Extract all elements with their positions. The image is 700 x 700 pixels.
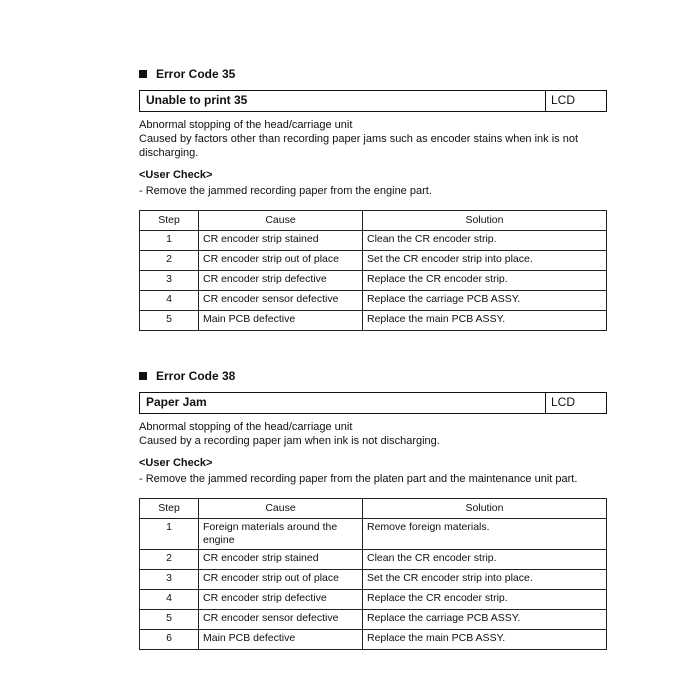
- step-cell: 4: [140, 590, 199, 610]
- table-row: [140, 630, 607, 650]
- section-heading: [139, 368, 607, 384]
- cause-cell: CR encoder sensor defective: [199, 610, 363, 630]
- user-check-text: - Remove the jammed recording paper from the platen part and the maintenance unit part.: [139, 473, 578, 485]
- cause-cell: CR encoder strip stained: [199, 231, 363, 251]
- step-cell: 2: [140, 251, 199, 271]
- solution-cell: Replace the CR encoder strip.: [363, 271, 607, 291]
- cause-cell: CR encoder strip out of place: [199, 570, 363, 590]
- table-row: [140, 231, 607, 251]
- step-cell: 4: [140, 291, 199, 311]
- header-step: Step: [140, 499, 199, 519]
- user-check-title: <User Check>: [139, 457, 213, 469]
- table-row: [140, 291, 607, 311]
- square-bullet-icon: [139, 70, 147, 78]
- header-cause: Cause: [199, 211, 363, 231]
- header-solution: Solution: [363, 211, 607, 231]
- solution-cell: Remove foreign materials.: [363, 519, 607, 550]
- square-bullet-icon: [139, 372, 147, 380]
- section-heading: [139, 66, 607, 82]
- description-line: Abnormal stopping of the head/carriage unit: [139, 119, 353, 131]
- solution-cell: Set the CR encoder strip into place.: [363, 570, 607, 590]
- lcd-label: LCD: [545, 393, 606, 413]
- step-cell: 1: [140, 231, 199, 251]
- cause-cell: CR encoder strip defective: [199, 271, 363, 291]
- header-solution: Solution: [363, 499, 607, 519]
- solution-cell: Replace the main PCB ASSY.: [363, 630, 607, 650]
- description: [139, 420, 607, 448]
- solution-cell: Replace the carriage PCB ASSY.: [363, 291, 607, 311]
- lcd-label: LCD: [545, 91, 606, 111]
- step-cell: 5: [140, 311, 199, 331]
- table-header-row: [140, 211, 607, 231]
- description-line: Caused by a recording paper jam when ink is not discharging.: [139, 435, 440, 447]
- description-line: Caused by factors other than recording paper jams such as encoder stains when ink is not: [139, 133, 579, 145]
- cause-cell: CR encoder strip stained: [199, 550, 363, 570]
- solution-cell: Clean the CR encoder strip.: [363, 231, 607, 251]
- error-title-box: [139, 90, 607, 112]
- cause-cell: Main PCB defective: [199, 311, 363, 331]
- cause-cell: Main PCB defective: [199, 630, 363, 650]
- error-title: Unable to print 35: [146, 93, 248, 107]
- table-row: [140, 570, 607, 590]
- table-header-row: [140, 499, 607, 519]
- table-row: [140, 519, 607, 550]
- step-cell: 5: [140, 610, 199, 630]
- solution-cell: Clean the CR encoder strip.: [363, 550, 607, 570]
- cause-cell: CR encoder sensor defective: [199, 291, 363, 311]
- section-heading-text: Error Code 35: [156, 67, 236, 81]
- step-cell: 3: [140, 271, 199, 291]
- cause-cell: Foreign materials around the engine: [199, 519, 363, 550]
- solution-cell: Set the CR encoder strip into place.: [363, 251, 607, 271]
- cause-cell: CR encoder strip defective: [199, 590, 363, 610]
- cause-cell: CR encoder strip out of place: [199, 251, 363, 271]
- error-section-35: [139, 66, 607, 331]
- step-cell: 3: [140, 570, 199, 590]
- table-row: [140, 311, 607, 331]
- steps-table: [139, 210, 607, 331]
- table-row: [140, 590, 607, 610]
- error-section-38: [139, 368, 607, 650]
- error-title-box: [139, 392, 607, 414]
- steps-table: [139, 498, 607, 650]
- step-cell: 2: [140, 550, 199, 570]
- solution-cell: Replace the main PCB ASSY.: [363, 311, 607, 331]
- description: [139, 118, 607, 160]
- header-cause: Cause: [199, 499, 363, 519]
- step-cell: 1: [140, 519, 199, 550]
- table-row: [140, 251, 607, 271]
- section-heading-text: Error Code 38: [156, 369, 236, 383]
- step-cell: 6: [140, 630, 199, 650]
- solution-cell: Replace the carriage PCB ASSY.: [363, 610, 607, 630]
- user-check-title: <User Check>: [139, 169, 213, 181]
- description-line: discharging.: [139, 147, 199, 159]
- error-title: Paper Jam: [146, 395, 207, 409]
- description-line: Abnormal stopping of the head/carriage unit: [139, 421, 353, 433]
- table-row: [140, 610, 607, 630]
- table-row: [140, 271, 607, 291]
- table-row: [140, 550, 607, 570]
- header-step: Step: [140, 211, 199, 231]
- solution-cell: Replace the CR encoder strip.: [363, 590, 607, 610]
- user-check-text: - Remove the jammed recording paper from the engine part.: [139, 185, 432, 197]
